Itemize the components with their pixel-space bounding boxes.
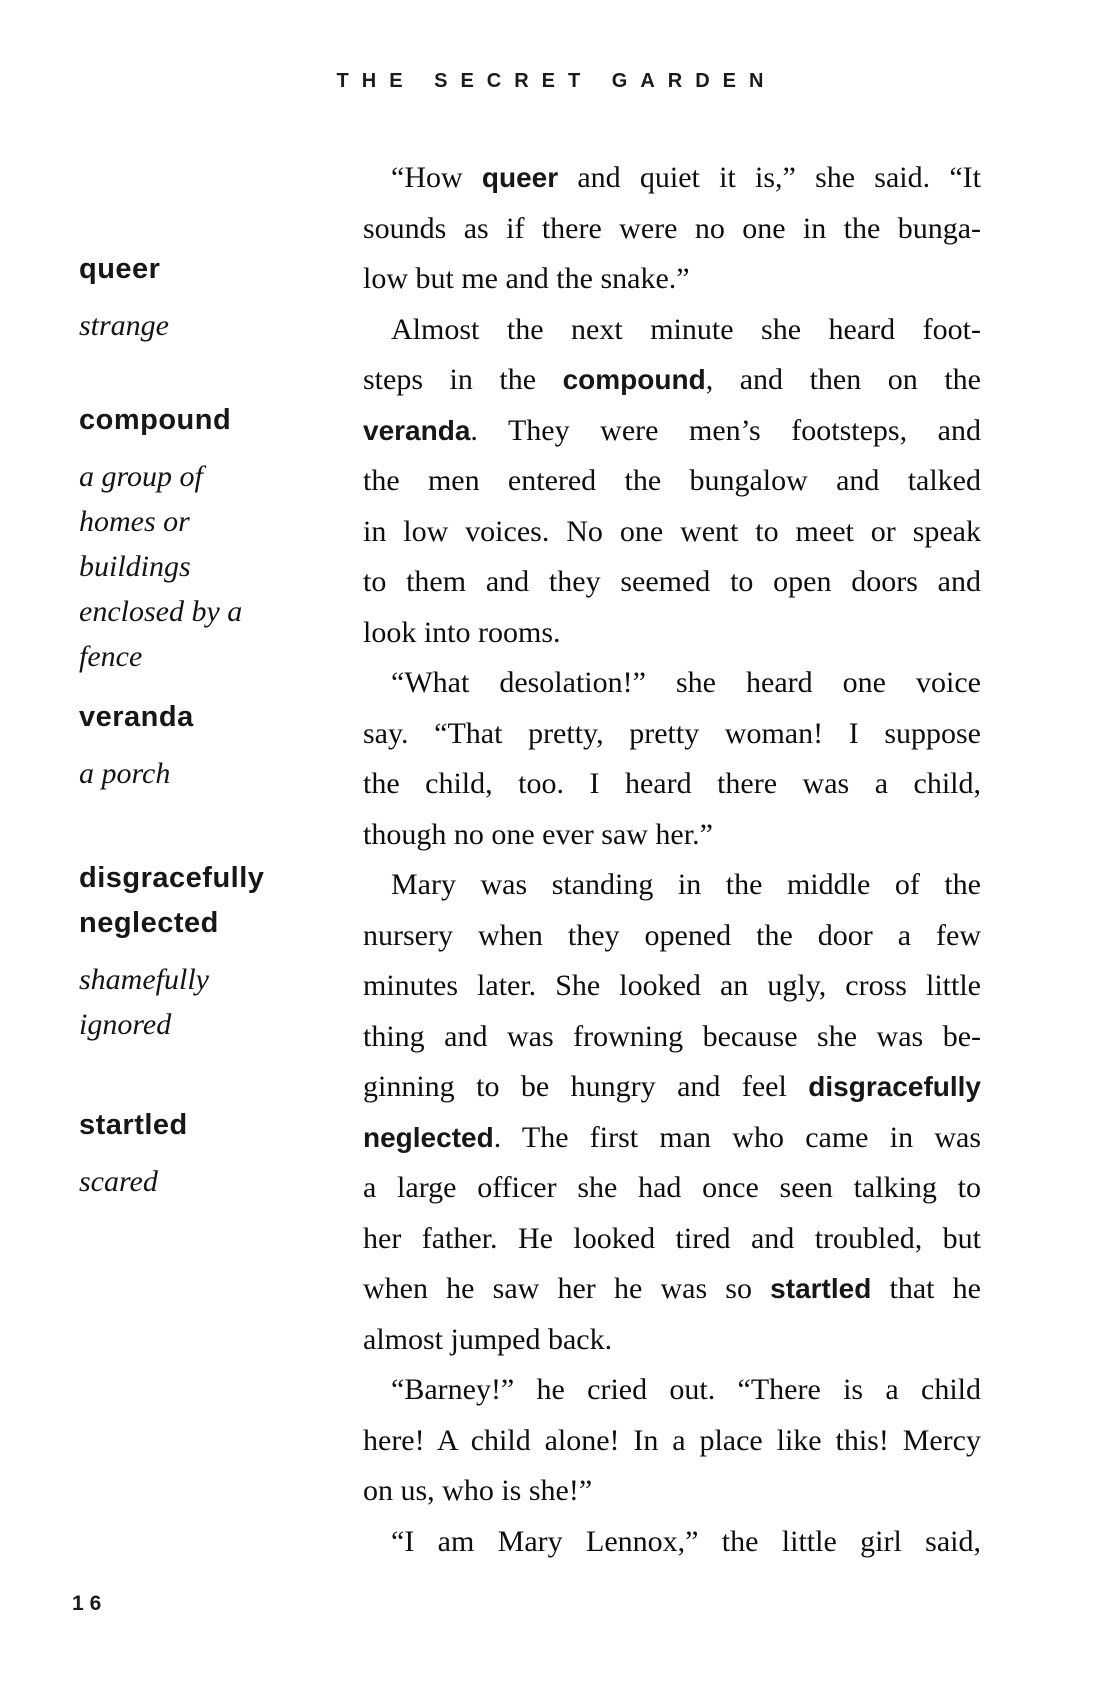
text-segment: the men entered the bungalow and talked (363, 464, 981, 497)
text-segment: a large officer she had once seen talking to (363, 1171, 981, 1204)
text-segment: though no one ever saw her.” (363, 817, 713, 851)
text-segment: minutes later. She looked an ugly, cross little (363, 969, 981, 1002)
text-segment: “I am Mary Lennox,” the little girl said, (391, 1524, 981, 1558)
vocab-term-inline: queer (481, 162, 559, 193)
body-text-line (363, 1214, 981, 1265)
body-text-column (363, 153, 981, 1567)
text-segment: to them and they seemed to open doors and (363, 565, 981, 598)
vocab-definition: a group of homes or buildings enclosed by a fence (79, 460, 243, 673)
running-head: THE SECRET GARDEN (336, 70, 777, 92)
vocab-term-inline: compound (562, 364, 706, 395)
body-text-line (363, 1163, 981, 1214)
body-text-line (363, 1315, 981, 1366)
text-segment: low but me and the snake.” (363, 262, 690, 295)
body-text-line (363, 254, 981, 305)
text-segment: “Barney!” he cried out. “There is a child (391, 1373, 981, 1406)
body-text-line (363, 1012, 981, 1063)
text-segment: her father. He looked tired and troubled, but (363, 1221, 981, 1255)
vocab-entry (79, 856, 319, 1047)
body-text-line (363, 911, 981, 962)
body-text-line (363, 305, 981, 356)
text-segment: “How (391, 161, 482, 194)
text-segment: Mary was standing in the middle of the (391, 868, 981, 901)
body-text-line (363, 759, 981, 810)
vocab-definition: scared (79, 1165, 158, 1198)
vocab-word: veranda (79, 701, 194, 733)
body-text-line (363, 1365, 981, 1416)
text-segment: the child, too. I heard there was a child, (363, 767, 981, 800)
body-text-line (363, 153, 981, 204)
body-text-line (363, 608, 981, 659)
body-text-line (363, 1466, 981, 1517)
text-segment: steps in the (363, 363, 563, 396)
text-segment: and quiet it is,” she said. “It (558, 161, 981, 194)
body-text-line (363, 204, 981, 255)
vocab-word: startled (79, 1109, 188, 1141)
vocab-word: queer (79, 253, 161, 285)
page-number: 16 (72, 1592, 108, 1615)
text-segment: that he (871, 1272, 981, 1305)
body-text-line (363, 1416, 981, 1467)
vocab-definition: shamefully ignored (79, 963, 209, 1041)
body-text-line (363, 1113, 981, 1164)
text-segment: . They were men’s footsteps, and (470, 413, 981, 447)
body-text-line (363, 810, 981, 861)
vocab-term-inline: neglected (363, 1121, 494, 1153)
body-text-line (363, 456, 981, 507)
vocab-entry (79, 1103, 319, 1204)
vocab-term-inline: veranda (363, 414, 471, 446)
body-text-line (363, 961, 981, 1012)
text-segment: look into rooms. (363, 615, 561, 649)
vocab-term-inline: startled (770, 1273, 872, 1304)
text-segment: . The first man who came in was (493, 1120, 981, 1154)
vocab-entry (79, 247, 319, 348)
body-text-line (363, 507, 981, 558)
body-text-line (363, 1062, 981, 1113)
vocab-definition: strange (79, 309, 169, 342)
text-segment: nursery when they opened the door a few (363, 918, 981, 952)
text-segment: thing and was frowning because she was be- (363, 1019, 981, 1053)
text-segment: say. “That pretty, pretty woman! I suppose (363, 716, 981, 750)
body-text-line (363, 1517, 981, 1568)
text-segment: here! A child alone! In a place like this! Mercy (363, 1423, 981, 1457)
text-segment: sounds as if there were no one in the bunga- (363, 211, 981, 245)
body-text-line (363, 860, 981, 911)
vocab-definition: a porch (79, 757, 171, 790)
vocab-entry (79, 398, 319, 679)
vocab-word: disgracefully neglected (79, 862, 265, 939)
text-segment: “What desolation!” she heard one voice (391, 666, 981, 699)
body-text-line (363, 406, 981, 457)
body-text-line (363, 658, 981, 709)
text-segment: , and then on the (705, 363, 981, 396)
vocab-term-inline: disgracefully (808, 1071, 981, 1102)
text-segment: Almost the next minute she heard foot- (391, 312, 981, 346)
body-text-line (363, 1264, 981, 1315)
text-segment: on us, who is she!” (363, 1474, 593, 1507)
text-segment: almost jumped back. (363, 1322, 613, 1356)
text-segment: in low voices. No one went to meet or speak (363, 514, 981, 548)
body-text-line (363, 355, 981, 406)
vocab-sidebar (79, 0, 319, 1700)
vocab-entry (79, 695, 319, 796)
vocab-word: compound (79, 404, 232, 436)
body-text-line (363, 709, 981, 760)
text-segment: when he saw her he was so (363, 1272, 771, 1305)
body-text-line (363, 557, 981, 608)
text-segment: ginning to be hungry and feel (363, 1070, 809, 1103)
